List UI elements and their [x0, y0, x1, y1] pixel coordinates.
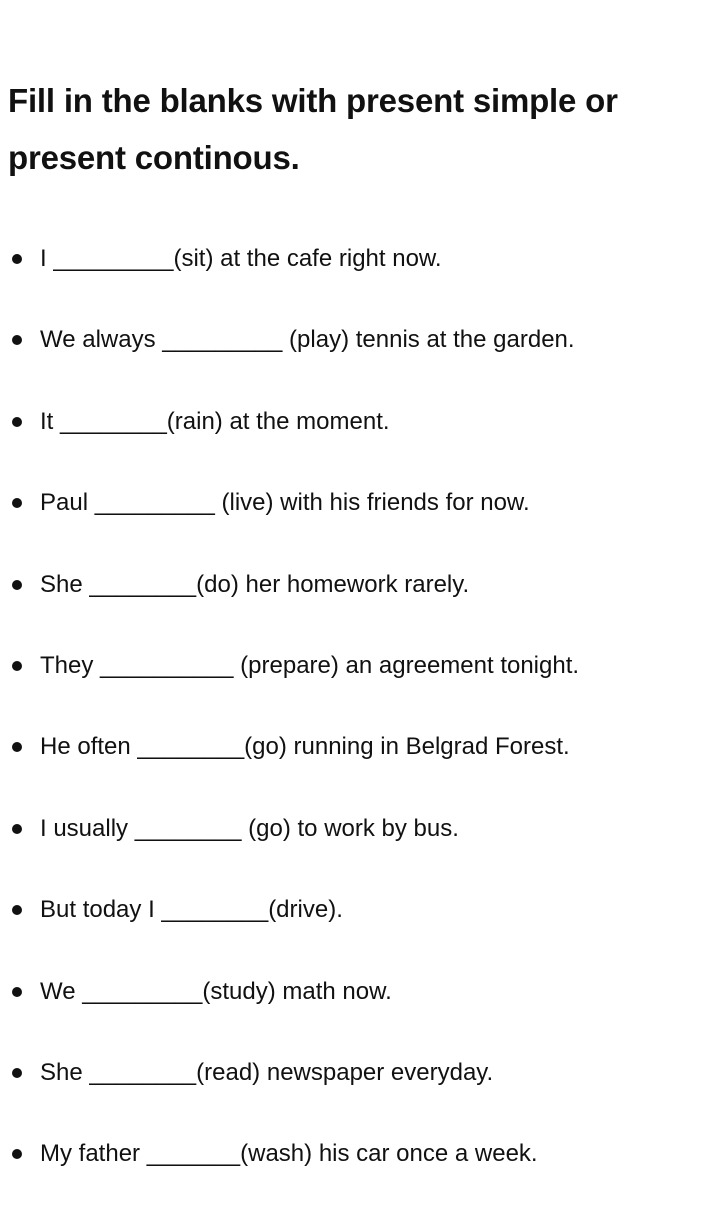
title-line-1: Fill in the blanks with present simple or — [8, 82, 618, 119]
exercise-sentence: But today I ________(drive). — [40, 896, 343, 924]
exercise-sentence: He often ________(go) running in Belgrad Forest. — [40, 733, 570, 761]
bullet-icon — [12, 417, 22, 427]
bullet-icon — [12, 987, 22, 997]
exercise-item-7 — [0, 719, 717, 800]
bullet-icon — [12, 905, 22, 915]
exercise-sentence: We always _________ (play) tennis at the garden. — [40, 326, 575, 354]
exercise-sentence: They __________ (prepare) an agreement tonight. — [40, 651, 580, 679]
exercise-item-12 — [0, 1126, 717, 1207]
exercise-sentence: She ________(read) newspaper everyday. — [40, 1058, 494, 1086]
bullet-icon — [12, 742, 22, 752]
exercise-sentence: It ________(rain) at the moment. — [40, 407, 390, 435]
exercise-item-11 — [0, 1045, 717, 1126]
exercise-sentence: I _________(sit) at the cafe right now. — [40, 245, 442, 272]
exercise-item-8 — [0, 801, 717, 882]
exercise-sentence: We _________(study) math now. — [40, 977, 392, 1005]
exercise-item-10 — [0, 964, 717, 1045]
exercise-item-1 — [0, 231, 717, 312]
exercise-item-5 — [0, 557, 717, 638]
exercise-item-6 — [0, 638, 717, 719]
exercise-list — [0, 231, 717, 1208]
title-line-2: present continous. — [8, 139, 300, 176]
bullet-icon — [12, 1068, 22, 1078]
bullet-icon — [12, 661, 22, 671]
exercise-sentence: My father _______(wash) his car once a week. — [40, 1140, 538, 1168]
bullet-icon — [12, 335, 22, 345]
exercise-item-2 — [0, 312, 717, 393]
exercise-item-4 — [0, 475, 717, 556]
exercise-item-9 — [0, 882, 717, 963]
bullet-icon — [12, 580, 22, 590]
bullet-icon — [12, 1149, 22, 1159]
exercise-sentence: Paul _________ (live) with his friends for now. — [40, 489, 530, 517]
bullet-icon — [12, 254, 22, 264]
bullet-icon — [12, 498, 22, 508]
exercise-item-3 — [0, 394, 717, 475]
exercise-sentence: She ________(do) her homework rarely. — [40, 570, 470, 598]
bullet-icon — [12, 824, 22, 834]
exercise-sentence: I usually ________ (go) to work by bus. — [40, 814, 459, 842]
worksheet-title — [8, 72, 717, 186]
